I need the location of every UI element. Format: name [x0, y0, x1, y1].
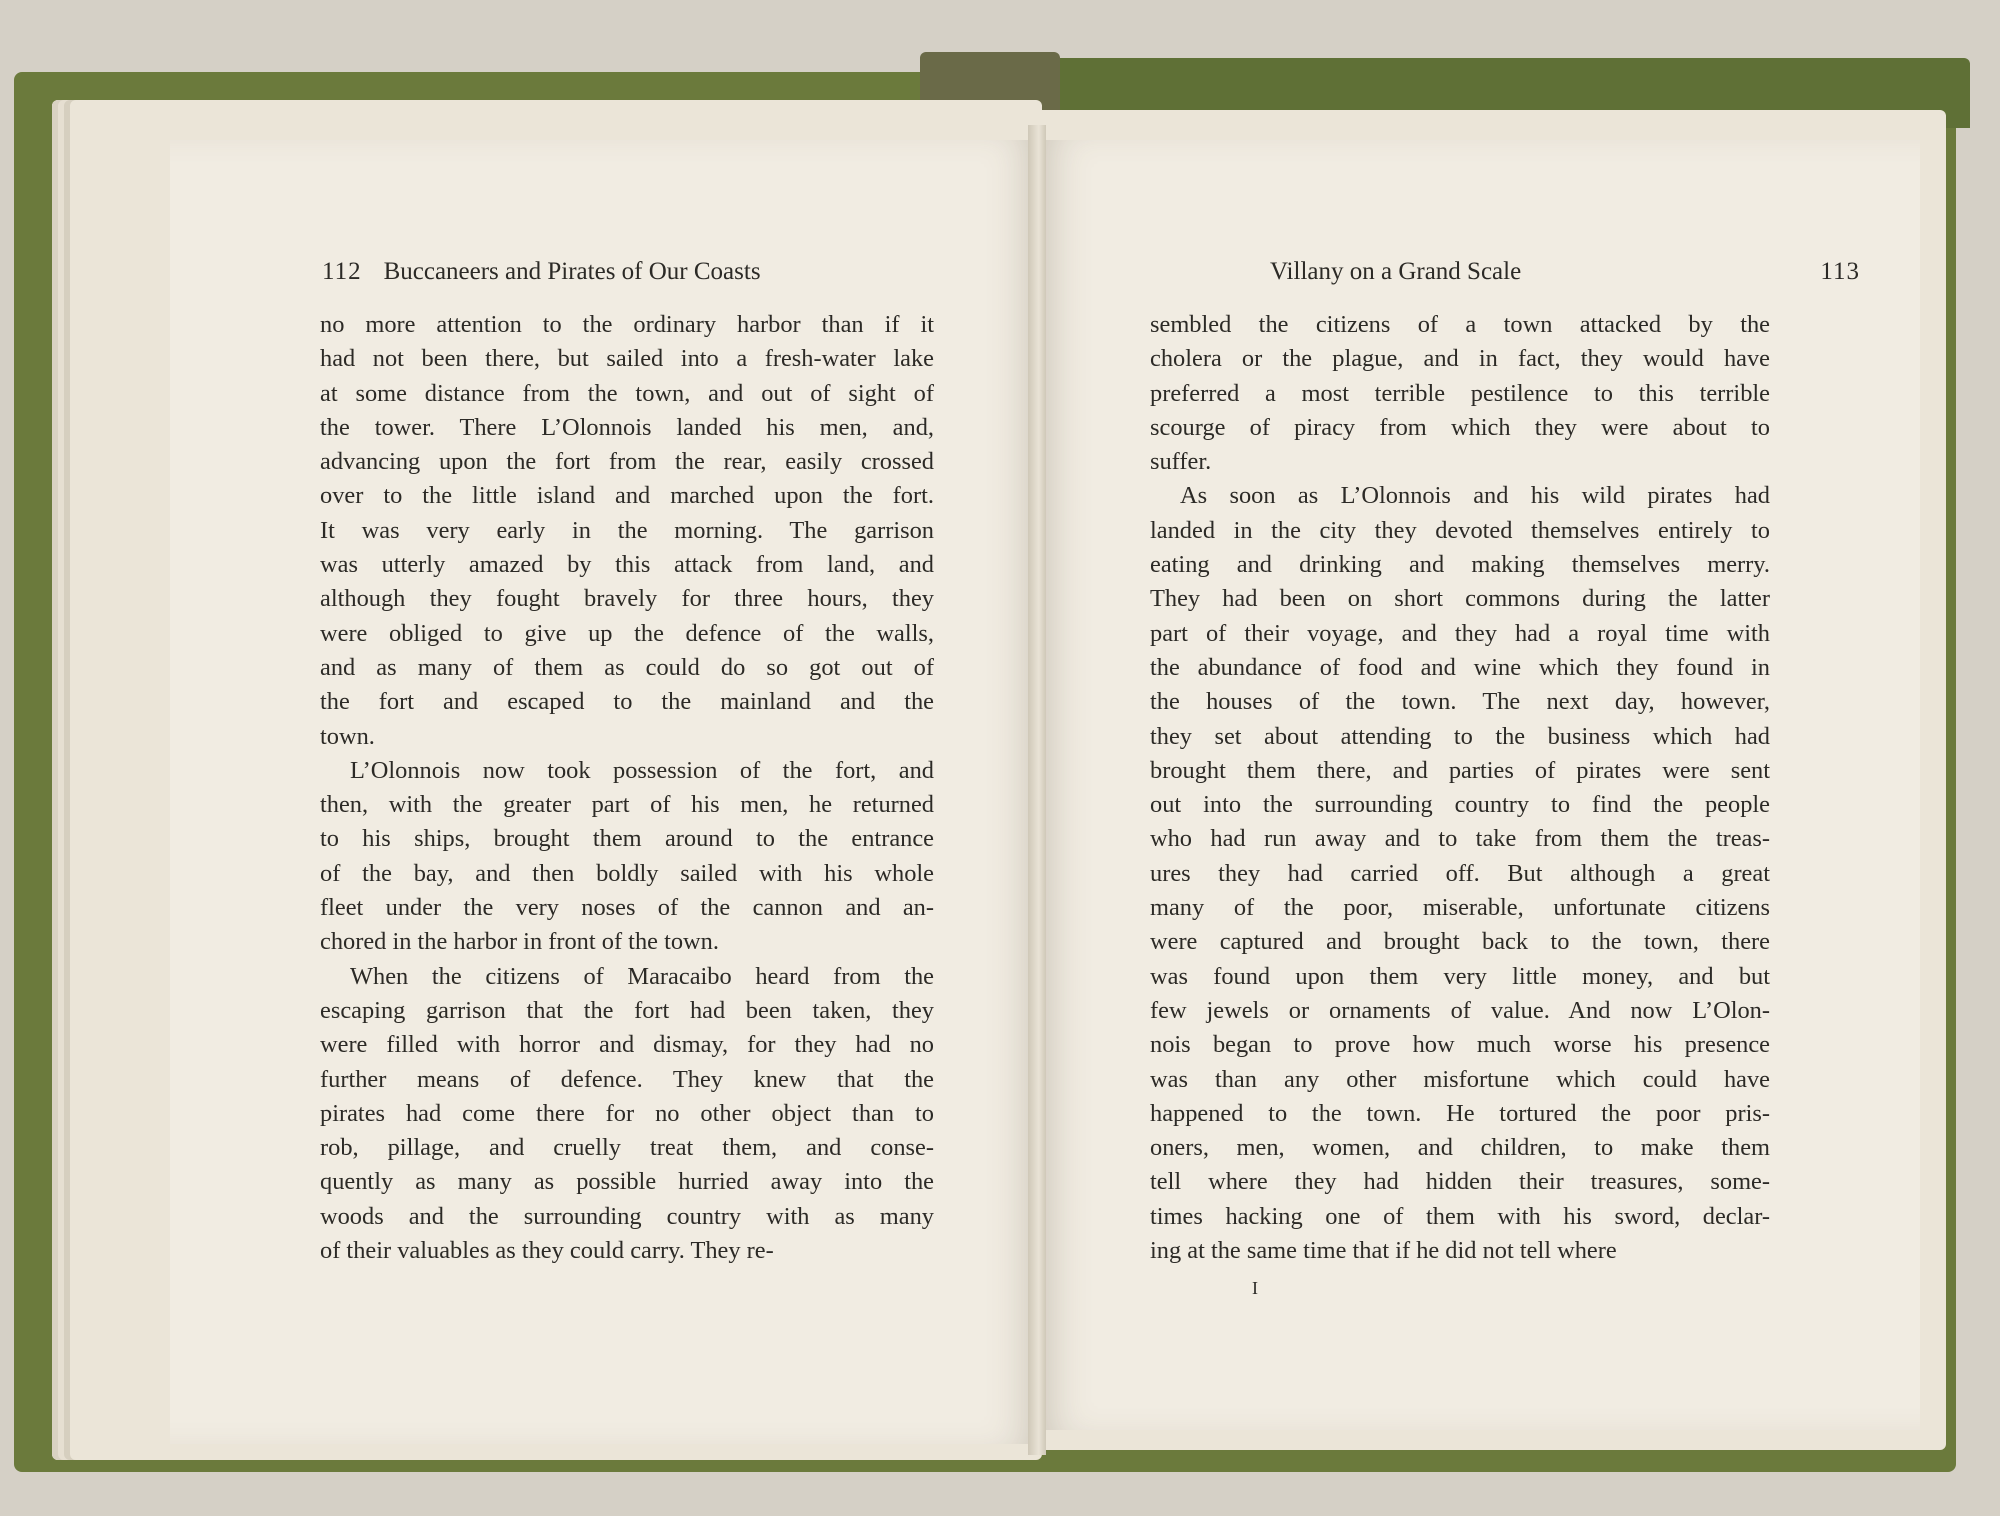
text-line: eating and drinking and making themselves merry. — [1150, 551, 1770, 579]
text-line: L’Olonnois now took possession of the fort, and — [350, 756, 934, 784]
left-running-head — [322, 258, 1032, 286]
text-line: oners, men, women, and children, to make them — [1150, 1134, 1770, 1162]
page-number: 113 — [1820, 258, 1860, 285]
text-line: fleet under the very noses of the cannon and an- — [320, 894, 934, 922]
text-line: were filled with horror and dismay, for they had no — [320, 1031, 934, 1059]
text-line: sembled the citizens of a town attacked by the — [1150, 311, 1770, 338]
text-line: They had been on short commons during the latter — [1150, 585, 1770, 613]
text-line: suffer. — [1150, 448, 1212, 476]
text-line: and as many of them as could do so got out of — [320, 653, 934, 681]
text-line: escaping garrison that the fort had been taken, they — [320, 996, 934, 1024]
page-number: 112 — [322, 258, 362, 285]
text-line: scourge of piracy from which they were about to — [1150, 413, 1770, 441]
text-line: they set about attending to the business which had — [1150, 722, 1770, 750]
text-line: was utterly amazed by this attack from land, and — [320, 551, 934, 579]
text-line: It was very early in the morning. The garrison — [320, 516, 934, 544]
text-line: to his ships, brought them around to the entrance — [320, 825, 934, 853]
text-line: tell where they had hidden their treasures, some- — [1150, 1168, 1770, 1196]
text-line: preferred a most terrible pestilence to this terrible — [1150, 379, 1770, 407]
text-line: brought them there, and parties of pirates were sent — [1150, 756, 1770, 784]
text-line: cholera or the plague, and in fact, they would have — [1150, 345, 1770, 373]
running-title: Villany on a Grand Scale — [1270, 258, 1522, 285]
text-line: woods and the surrounding country with as many — [320, 1202, 934, 1230]
text-line: the abundance of food and wine which they found in — [1150, 653, 1770, 681]
text-line: rob, pillage, and cruelly treat them, and conse- — [320, 1134, 934, 1162]
text-line: further means of defence. They knew that the — [320, 1065, 934, 1093]
book-gutter — [1028, 125, 1046, 1455]
text-line: many of the poor, miserable, unfortunate citizens — [1150, 894, 1770, 922]
text-line: had not been there, but sailed into a fresh-water lake — [320, 345, 934, 373]
running-title: Buccaneers and Pirates of Our Coasts — [383, 258, 761, 285]
right-page-body — [1150, 308, 1770, 1268]
right-running-head — [1150, 258, 1860, 286]
text-line: over to the little island and marched upon the fort. — [320, 482, 934, 510]
text-line: of the bay, and then boldly sailed with his whole — [320, 859, 934, 887]
text-line: ures they had carried off. But although a great — [1150, 859, 1770, 887]
text-line: As soon as L’Olonnois and his wild pirates had — [1180, 482, 1770, 510]
text-line: no more attention to the ordinary harbor than if it — [320, 311, 934, 338]
right-page — [1040, 140, 1920, 1430]
text-line: quently as many as possible hurried away into the — [320, 1168, 934, 1196]
text-line: pirates had come there for no other object than to — [320, 1099, 934, 1127]
text-line: the tower. There L’Olonnois landed his men, and, — [320, 413, 934, 441]
text-line: few jewels or ornaments of value. And now L’Olon- — [1150, 996, 1770, 1024]
text-line: part of their voyage, and they had a royal time with — [1150, 619, 1770, 647]
text-line: was found upon them very little money, and but — [1150, 962, 1770, 990]
text-line: at some distance from the town, and out of sight of — [320, 379, 934, 407]
text-line: the houses of the town. The next day, however, — [1150, 688, 1770, 716]
text-line: chored in the harbor in front of the town. — [320, 928, 719, 956]
text-line: town. — [320, 722, 375, 750]
text-line: of their valuables as they could carry. They re- — [320, 1237, 774, 1265]
left-page — [170, 140, 1038, 1444]
left-page-body — [320, 308, 934, 1268]
text-line: were captured and brought back to the town, there — [1150, 928, 1770, 956]
text-line: happened to the town. He tortured the poor pris- — [1150, 1099, 1770, 1127]
text-line: were obliged to give up the defence of the walls, — [320, 619, 934, 647]
text-line: ing at the same time that if he did not tell where — [1150, 1237, 1617, 1265]
text-line: advancing upon the fort from the rear, easily crossed — [320, 448, 934, 476]
text-line: although they fought bravely for three hours, they — [320, 585, 934, 613]
text-line: When the citizens of Maracaibo heard from the — [350, 962, 934, 990]
text-line: out into the surrounding country to find the people — [1150, 791, 1770, 819]
signature-mark: I — [1252, 1278, 1258, 1298]
text-line: the fort and escaped to the mainland and the — [320, 688, 934, 716]
text-line: was than any other misfortune which could have — [1150, 1065, 1770, 1093]
text-line: who had run away and to take from them the treas- — [1150, 825, 1770, 853]
text-line: times hacking one of them with his sword, declar- — [1150, 1202, 1770, 1230]
text-line: then, with the greater part of his men, he returned — [320, 791, 934, 819]
text-line: landed in the city they devoted themselves entirely to — [1150, 516, 1770, 544]
text-line: nois began to prove how much worse his presence — [1150, 1031, 1770, 1059]
